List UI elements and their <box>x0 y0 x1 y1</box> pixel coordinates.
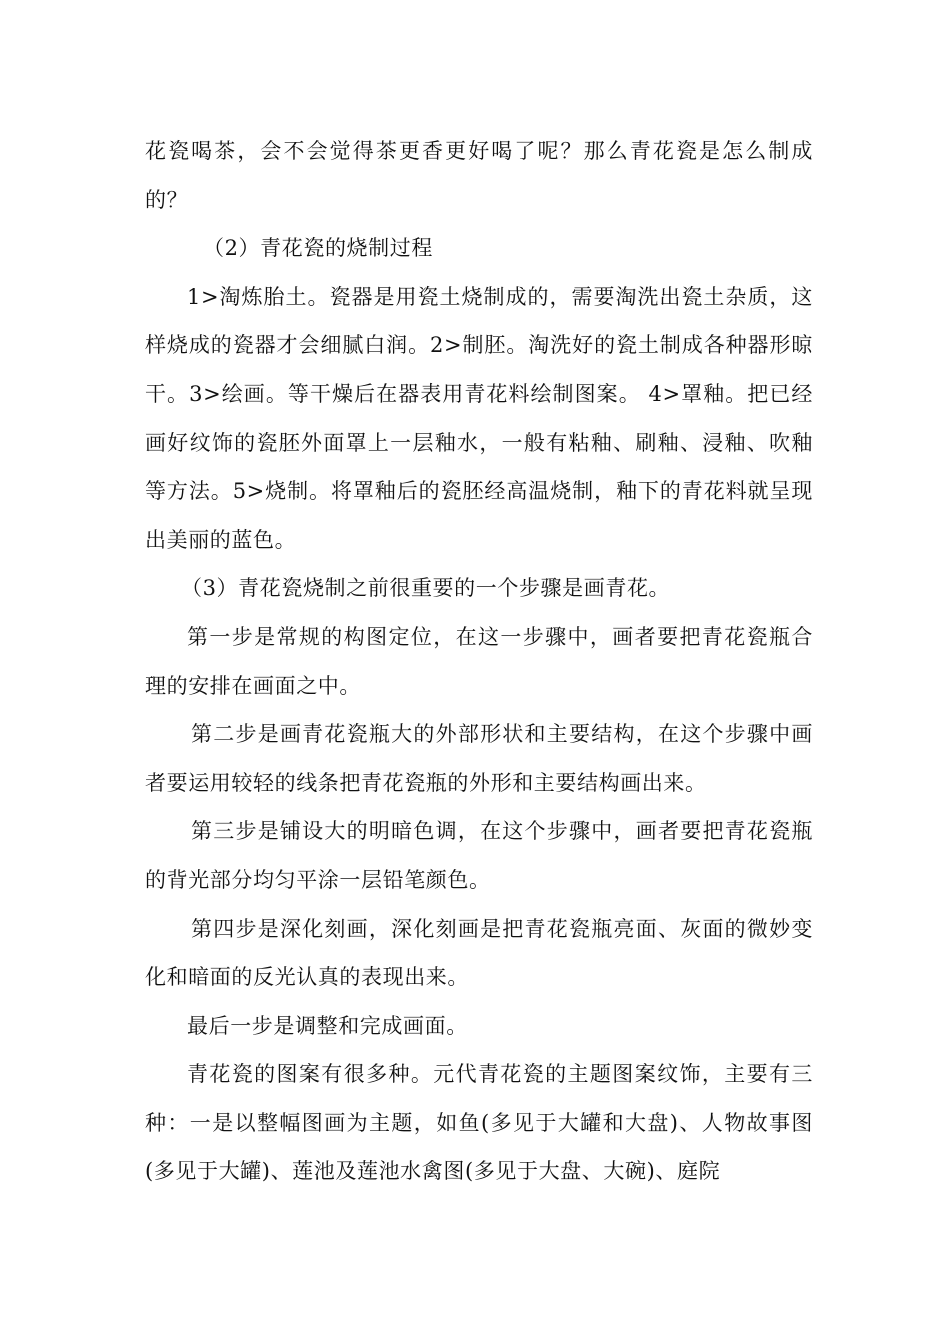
paragraph-step-one: 第一步是常规的构图定位，在这一步骤中，画者要把青花瓷瓶合理的安排在画面之中。 <box>145 624 813 698</box>
section-heading-painting: （3）青花瓷烧制之前很重要的一个步骤是画青花。 <box>181 576 671 601</box>
section-heading-firing-process: （2）青花瓷的烧制过程 <box>203 236 433 261</box>
document-body <box>145 127 813 1196</box>
paragraph-final-step: 最后一步是调整和完成画面。 <box>187 1013 468 1038</box>
paragraph-step-three: 第三步是铺设大的明暗色调，在这个步骤中，画者要把青花瓷瓶的背光部分均匀平涂一层铅笔颜色。 <box>145 819 813 892</box>
paragraph-step-four: 第四步是深化刻画，深化刻画是把青花瓷瓶亮面、灰面的微妙变化和暗面的反光认真的表现出来。 <box>145 916 813 990</box>
paragraph-step-two: 第二步是画青花瓷瓶大的外部形状和主要结构，在这个步骤中画者要运用较轻的线条把青花瓷瓶的外形和主要结构画出来。 <box>145 722 813 795</box>
paragraph-intro-continuation: 花瓷喝茶，会不会觉得茶更香更好喝了呢？那么青花瓷是怎么制成的？ <box>145 139 813 212</box>
paragraph-firing-steps: 1>淘炼胎土。瓷器是用瓷土烧制成的，需要淘洗出瓷土杂质，这样烧成的瓷器才会细腻白润。2>制胚。淘洗好的瓷土制成各种器形晾干。3>绘画。等干燥后在器表用青花料绘制图案。 4>罩釉。把已经画好纹饰的瓷胚外面罩上一层釉水，一般有粘釉、刷釉、浸釉、吹釉等方法。5>烧制。将罩釉后的瓷胚经高温烧制，釉下的青花料就呈现出美丽的蓝色。 <box>145 284 813 552</box>
paragraph-patterns: 青花瓷的图案有很多种。元代青花瓷的主题图案纹饰，主要有三种：一是以整幅图画为主题，如鱼(多见于大罐和大盘)、人物故事图(多见于大罐)、莲池及莲池水禽图(多见于大盘、大碗)、庭院 <box>145 1062 813 1184</box>
